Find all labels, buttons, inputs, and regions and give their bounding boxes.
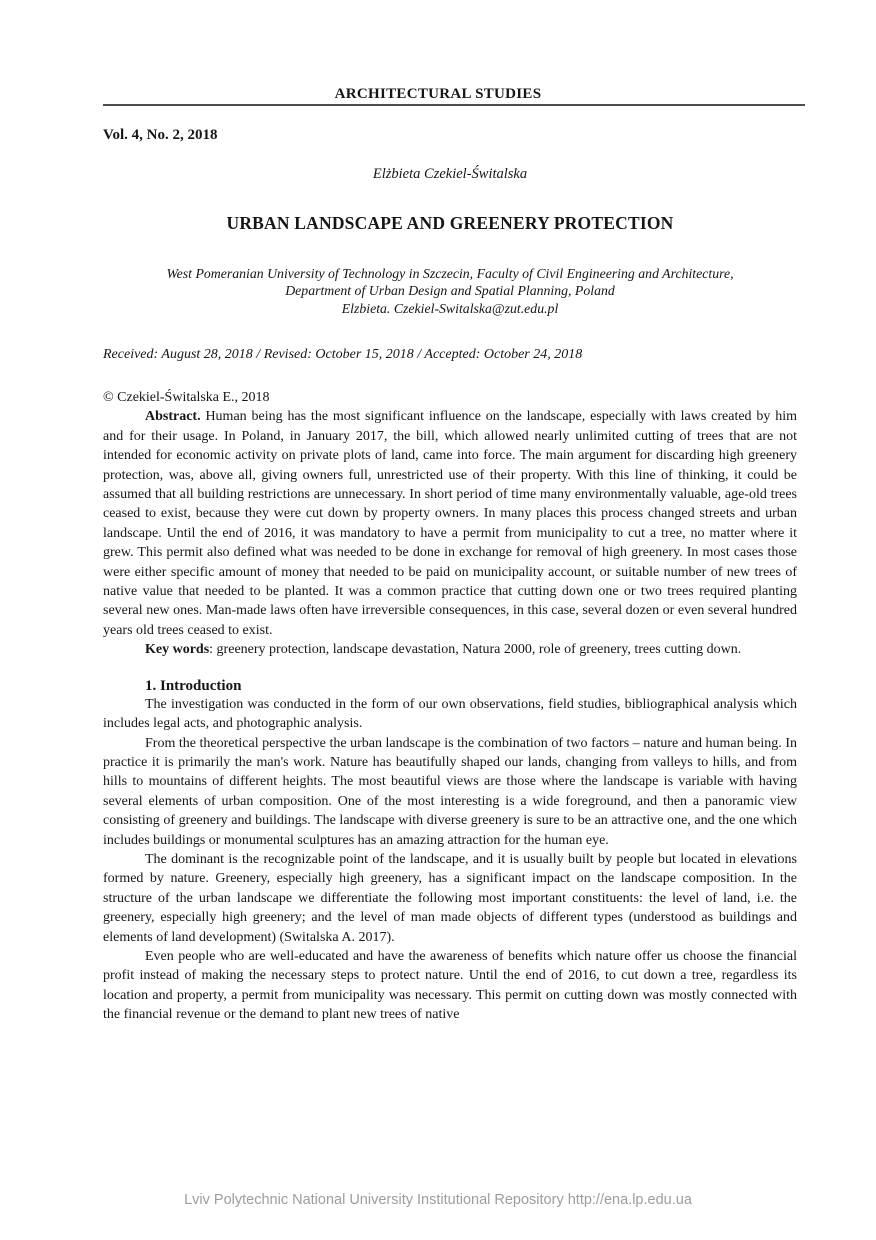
intro-paragraph-2: From the theoretical perspective the urban landscape is the combination of two factors – nature and human being. In practice it is primarily the man's work. Nature has beautifully shaped our lands, changing from valleys to hills, and from hills to mountains of different heights. The most beautiful views are those where the landscape is variable with having several elements of urban composition. One of the most interesting is a wide foreground, and then a panoramic view consisting of greenery and buildings. The landscape with diverse greenery is sure to be an attractive one, and the one which includes buildings or monumental sculptures has an amazing attraction for the human eye. [103, 735, 797, 848]
keywords-label: Key words [145, 642, 210, 658]
journal-header [0, 0, 876, 102]
keywords-text: : greenery protection, landscape devastation, Natura 2000, role of greenery, trees cutting down. [209, 642, 742, 658]
author-email: Elzbieta. Czekiel-Switalska@zut.edu.pl [341, 301, 559, 316]
abstract-label: Abstract. [145, 409, 201, 425]
copyright-line: © Czekiel-Świtalska E., 2018 [103, 390, 270, 405]
received-revised-accepted-line: Received: August 28, 2018 / Revised: October 15, 2018 / Accepted: October 24, 2018 [103, 346, 583, 362]
affiliation-block [103, 265, 797, 318]
affiliation-line-2: Department of Urban Design and Spatial Planning, Poland [285, 283, 615, 299]
journal-title: ARCHITECTURAL STUDIES [334, 86, 542, 102]
abstract-text: Human being has the most significant influence on the landscape, especially with laws created by him and for their usage. In Poland, in January 2017, the bill, which allowed nearly unlimited cutting of trees that are not intended for economic activity on private plots of land, came into force. The main argument for discarding high greenery protection, was, above all, giving owners full, unrestricted use of their property. With this line of thinking, it could be assumed that all building restrictions are unnecessary. In short period of time many environmentally valuable, age-old trees ceased to exist, because they were cut down by property owners. In many places this process changed streets and urban landscape. Until the end of 2016, it was mandatory to have a permit from municipality to cut a tree, no matter where it grew. This permit also defined what was needed to be done in exchange for removal of high greenery. In most cases those were either specific amount of money that needed to be paid on municipality account, or suitable number of new trees of native value that needed to be planted. It was a common practice that cutting down one or two trees required planting several new ones. Man-made laws often have irreversible consequences, in this case, several dozen or even several hundred years old trees ceased to exist. [103, 409, 797, 638]
article-title: URBAN LANDSCAPE AND GREENERY PROTECTION [226, 212, 674, 233]
abstract-paragraph [103, 407, 797, 640]
page-content [103, 126, 797, 1025]
volume-issue-line: Vol. 4, No. 2, 2018 [103, 127, 218, 143]
repository-footer: Lviv Polytechnic National University Institutional Repository http://ena.lp.edu.ua [184, 1192, 692, 1208]
intro-paragraph-3: The dominant is the recognizable point of the landscape, and it is usually built by people but located in elevations formed by nature. Greenery, especially high greenery, has a significant impact on the landscape composition. In the structure of the urban landscape we differentiate the following most important constituents: the level of land, i.e. the greenery, especially high greenery; and the level of man made objects of different types (understood as buildings and elements of land development) (Switalska A. 2017). [103, 851, 797, 945]
keywords-line [103, 640, 797, 659]
header-rule [103, 104, 805, 106]
intro-paragraph-4: Even people who are well-educated and have the awareness of benefits which nature offer us choose the financial profit instead of making the necessary steps to protect nature. Until the end of 2016, to cut down a tree, regardless its location and property, a permit from municipality was necessary. This permit on cutting down was mostly connected with the financial revenue or the demand to plant new trees of native [103, 948, 797, 1023]
author-name: Elżbieta Czekiel-Świtalska [372, 166, 528, 183]
intro-paragraph-1: The investigation was conducted in the form of our own observations, field studies, bibliographical analysis which includes legal acts, and photographic analysis. [103, 696, 797, 732]
section-heading-introduction: 1. Introduction [145, 677, 242, 694]
affiliation-line-1: West Pomeranian University of Technology in Szczecin, Faculty of Civil Engineering and Architecture, [166, 265, 734, 281]
